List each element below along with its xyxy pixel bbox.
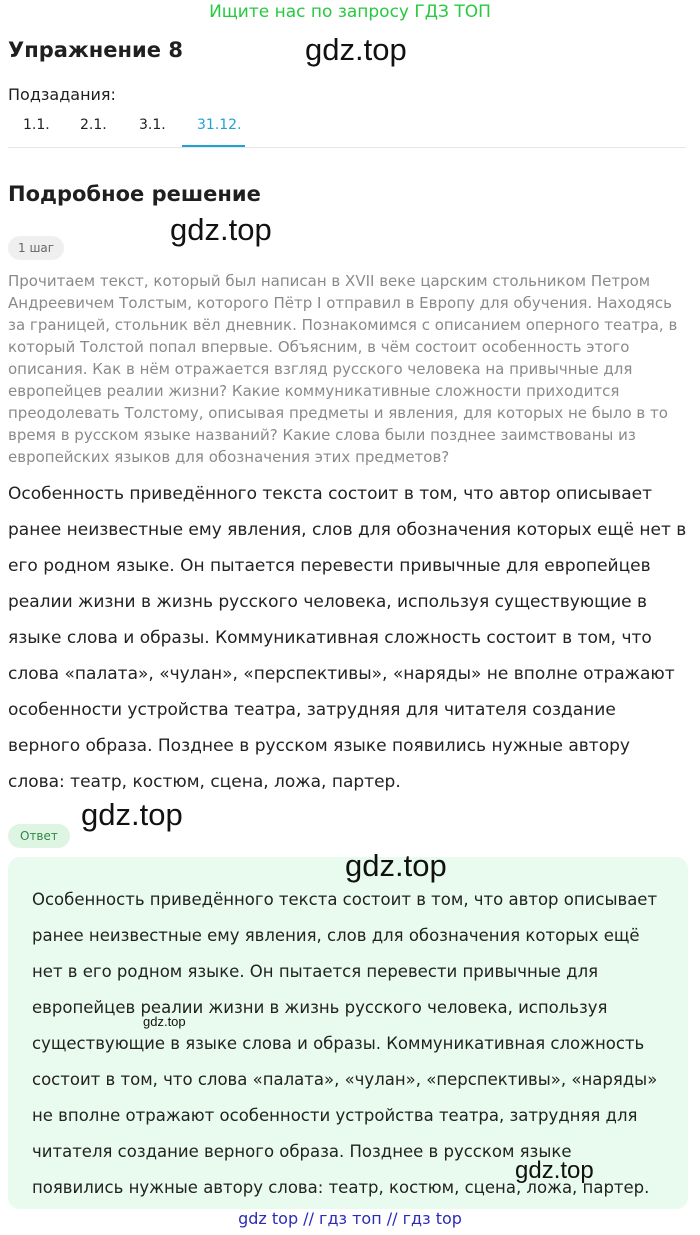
watermark: gdz.top (345, 848, 447, 883)
tab-3-1[interactable]: 3.1. (139, 117, 166, 133)
exercise-title: Упражнение 8 (8, 38, 183, 62)
tab-1-1[interactable]: 1.1. (23, 117, 50, 133)
footer-links: gdz top // гдз топ // гдз top (238, 1209, 462, 1228)
search-banner: Ищите нас по запросу ГДЗ ТОП (209, 2, 491, 22)
answer-badge: Ответ (8, 824, 70, 848)
step-badge: 1 шаг (8, 236, 64, 260)
solution-title: Подробное решение (8, 182, 261, 206)
watermark: gdz.top (305, 32, 407, 67)
tab-2-1[interactable]: 2.1. (80, 117, 107, 133)
task-text: Прочитаем текст, который был написан в XVII веке царским стольником Петром Андреевичем Толстым, которого Пётр I отправил в Европу для обучения. Находясь за границей, стольник вёл дневник. Познакомимся с описанием оперного театра, в который Толстой попал впервые. Объясним, в чём состоит особенность этого описания. Как в нём отражается взгляд русского человека на привычные для европейцев реалии жизни? Какие коммуникативные сложности приходится преодолевать Толстому, описывая предметы и явления, для которых не было в то время в русском языке названий? Какие слова были позднее заимствованы из европейских языков для обозначения этих предметов? (8, 272, 678, 466)
tabs-divider (8, 147, 686, 148)
watermark: gdz.top (515, 1157, 594, 1184)
solution-text: Особенность приведённого текста состоит в том, что автор описывает ранее неизвестные ему явления, слов для обозначения которых ещё нет в его родном языке. Он пытается перевести привычные для европейцев реалии жизни в жизнь русского человека, используя существующие в языке слова и образы. Коммуникативная сложность состоит в том, что слова «палата», «чулан», «перспективы», «наряды» не вполне отражают особенности устройства театра, затрудняя для читателя создание верного образа. Позднее в русском языке появились нужные автору слова: театр, костюм, сцена, ложа, партер. (8, 484, 687, 792)
answer-text: Особенность приведённого текста состоит в том, что автор описывает ранее неизвестные ему явления, слов для обозначения которых ещё нет в его родном языке. Он пытается перевести привычные для европейцев реалии жизни в жизнь русского человека, используя существующие в языке слова и образы. Коммуникативная сложность состоит в том, что слова «палата», «чулан», «перспективы», «наряды» не вполне отражают особенности устройства театра, затрудняя для читателя создание верного образа. Позднее в русском языке появились нужные автору слова: театр, костюм, сцена, ложа, партер. (32, 890, 658, 1197)
subtasks-label: Подзадания: (8, 85, 116, 104)
tab-31-12[interactable]: 31.12. (197, 117, 242, 133)
watermark: gdz.top (81, 797, 183, 832)
watermark: gdz.top (143, 1014, 186, 1029)
watermark: gdz.top (170, 212, 272, 247)
